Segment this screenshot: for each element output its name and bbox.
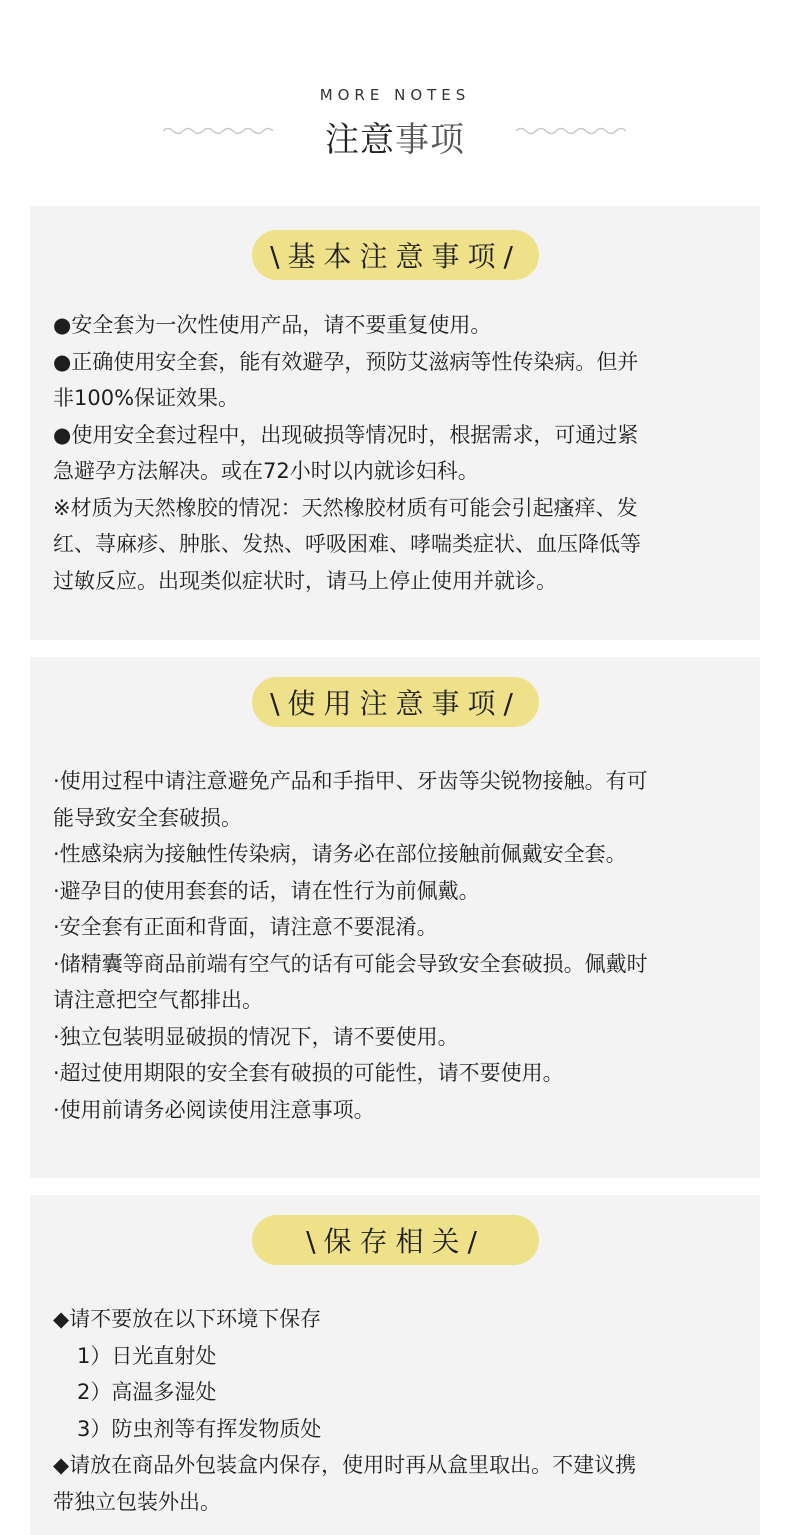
note-subitem: 2）高温多湿处 [77,1380,217,1404]
note-line: ·独立包装明显破损的情况下，请不要使用。 [53,1024,459,1049]
note-line: 非100%保证效果。 [53,386,240,410]
note-line: ·使用过程中请注意避免产品和手指甲、牙齿等尖锐物接触。有可 [53,769,648,793]
note-line: ·安全套有正面和背面，请注意不要混淆。 [53,915,438,939]
section-title-pill: \基本注意事项/ [252,230,539,280]
note-line: 请注意把空气都排出。 [53,988,263,1012]
note-line: ·超过使用期限的安全套有破损的可能性，请不要使用。 [53,1061,564,1085]
wave-decoration-right [516,124,626,138]
section-storage [30,1195,760,1535]
note-line: 能导致安全套破损。 [53,805,242,830]
note-line: 急避孕方法解决。或在72小时以内就诊妇科。 [53,459,479,483]
note-subitem: 1）日光直射处 [77,1343,217,1368]
note-line: ·避孕目的使用套套的话，请在性行为前佩戴。 [53,878,480,903]
note-subitem: 3）防虫剂等有挥发物质处 [77,1416,322,1441]
section-usage-notes [30,657,760,1178]
note-line: ●正确使用安全套，能有效避孕，预防艾滋病等性传染病。但并 [53,349,639,374]
page-subtitle: MORE NOTES [319,86,471,104]
note-line: ◆请放在商品外包装盒内保存，使用时再从盒里取出。不建议携 [53,1453,637,1477]
note-line: ·储精囊等商品前端有空气的话有可能会导致安全套破损。佩戴时 [53,951,648,976]
page-title [0,112,790,161]
section-title-pill: \使用注意事项/ [252,677,539,727]
page-title-part2: 事项 [395,120,465,160]
note-line: ·性感染病为接触性传染病，请务必在部位接触前佩戴安全套。 [53,842,627,866]
section-content [53,307,743,599]
note-line: 红、荨麻疹、肿胀、发热、呼吸困难、哮喘类症状、血压降低等 [53,532,641,556]
page-header [0,0,790,200]
page-title-part1: 注意 [325,120,395,160]
note-line: ※材质为天然橡胶的情况：天然橡胶材质有可能会引起瘙痒、发 [53,495,638,520]
note-line: ·使用前请务必阅读使用注意事项。 [53,1097,375,1122]
note-line: ●使用安全套过程中，出现破损等情况时，根据需求，可通过紧 [53,422,639,447]
section-content [53,1301,743,1520]
section-content [53,763,743,1128]
section-title-pill: \保存相关/ [252,1215,539,1265]
note-line: ◆请不要放在以下环境下保存 [53,1307,322,1331]
section-basic-notes [30,206,760,640]
note-line: 带独立包装外出。 [53,1489,221,1514]
note-line: 过敏反应。出现类似症状时，请马上停止使用并就诊。 [53,568,557,593]
note-line: ●安全套为一次性使用产品，请不要重复使用。 [53,313,492,337]
